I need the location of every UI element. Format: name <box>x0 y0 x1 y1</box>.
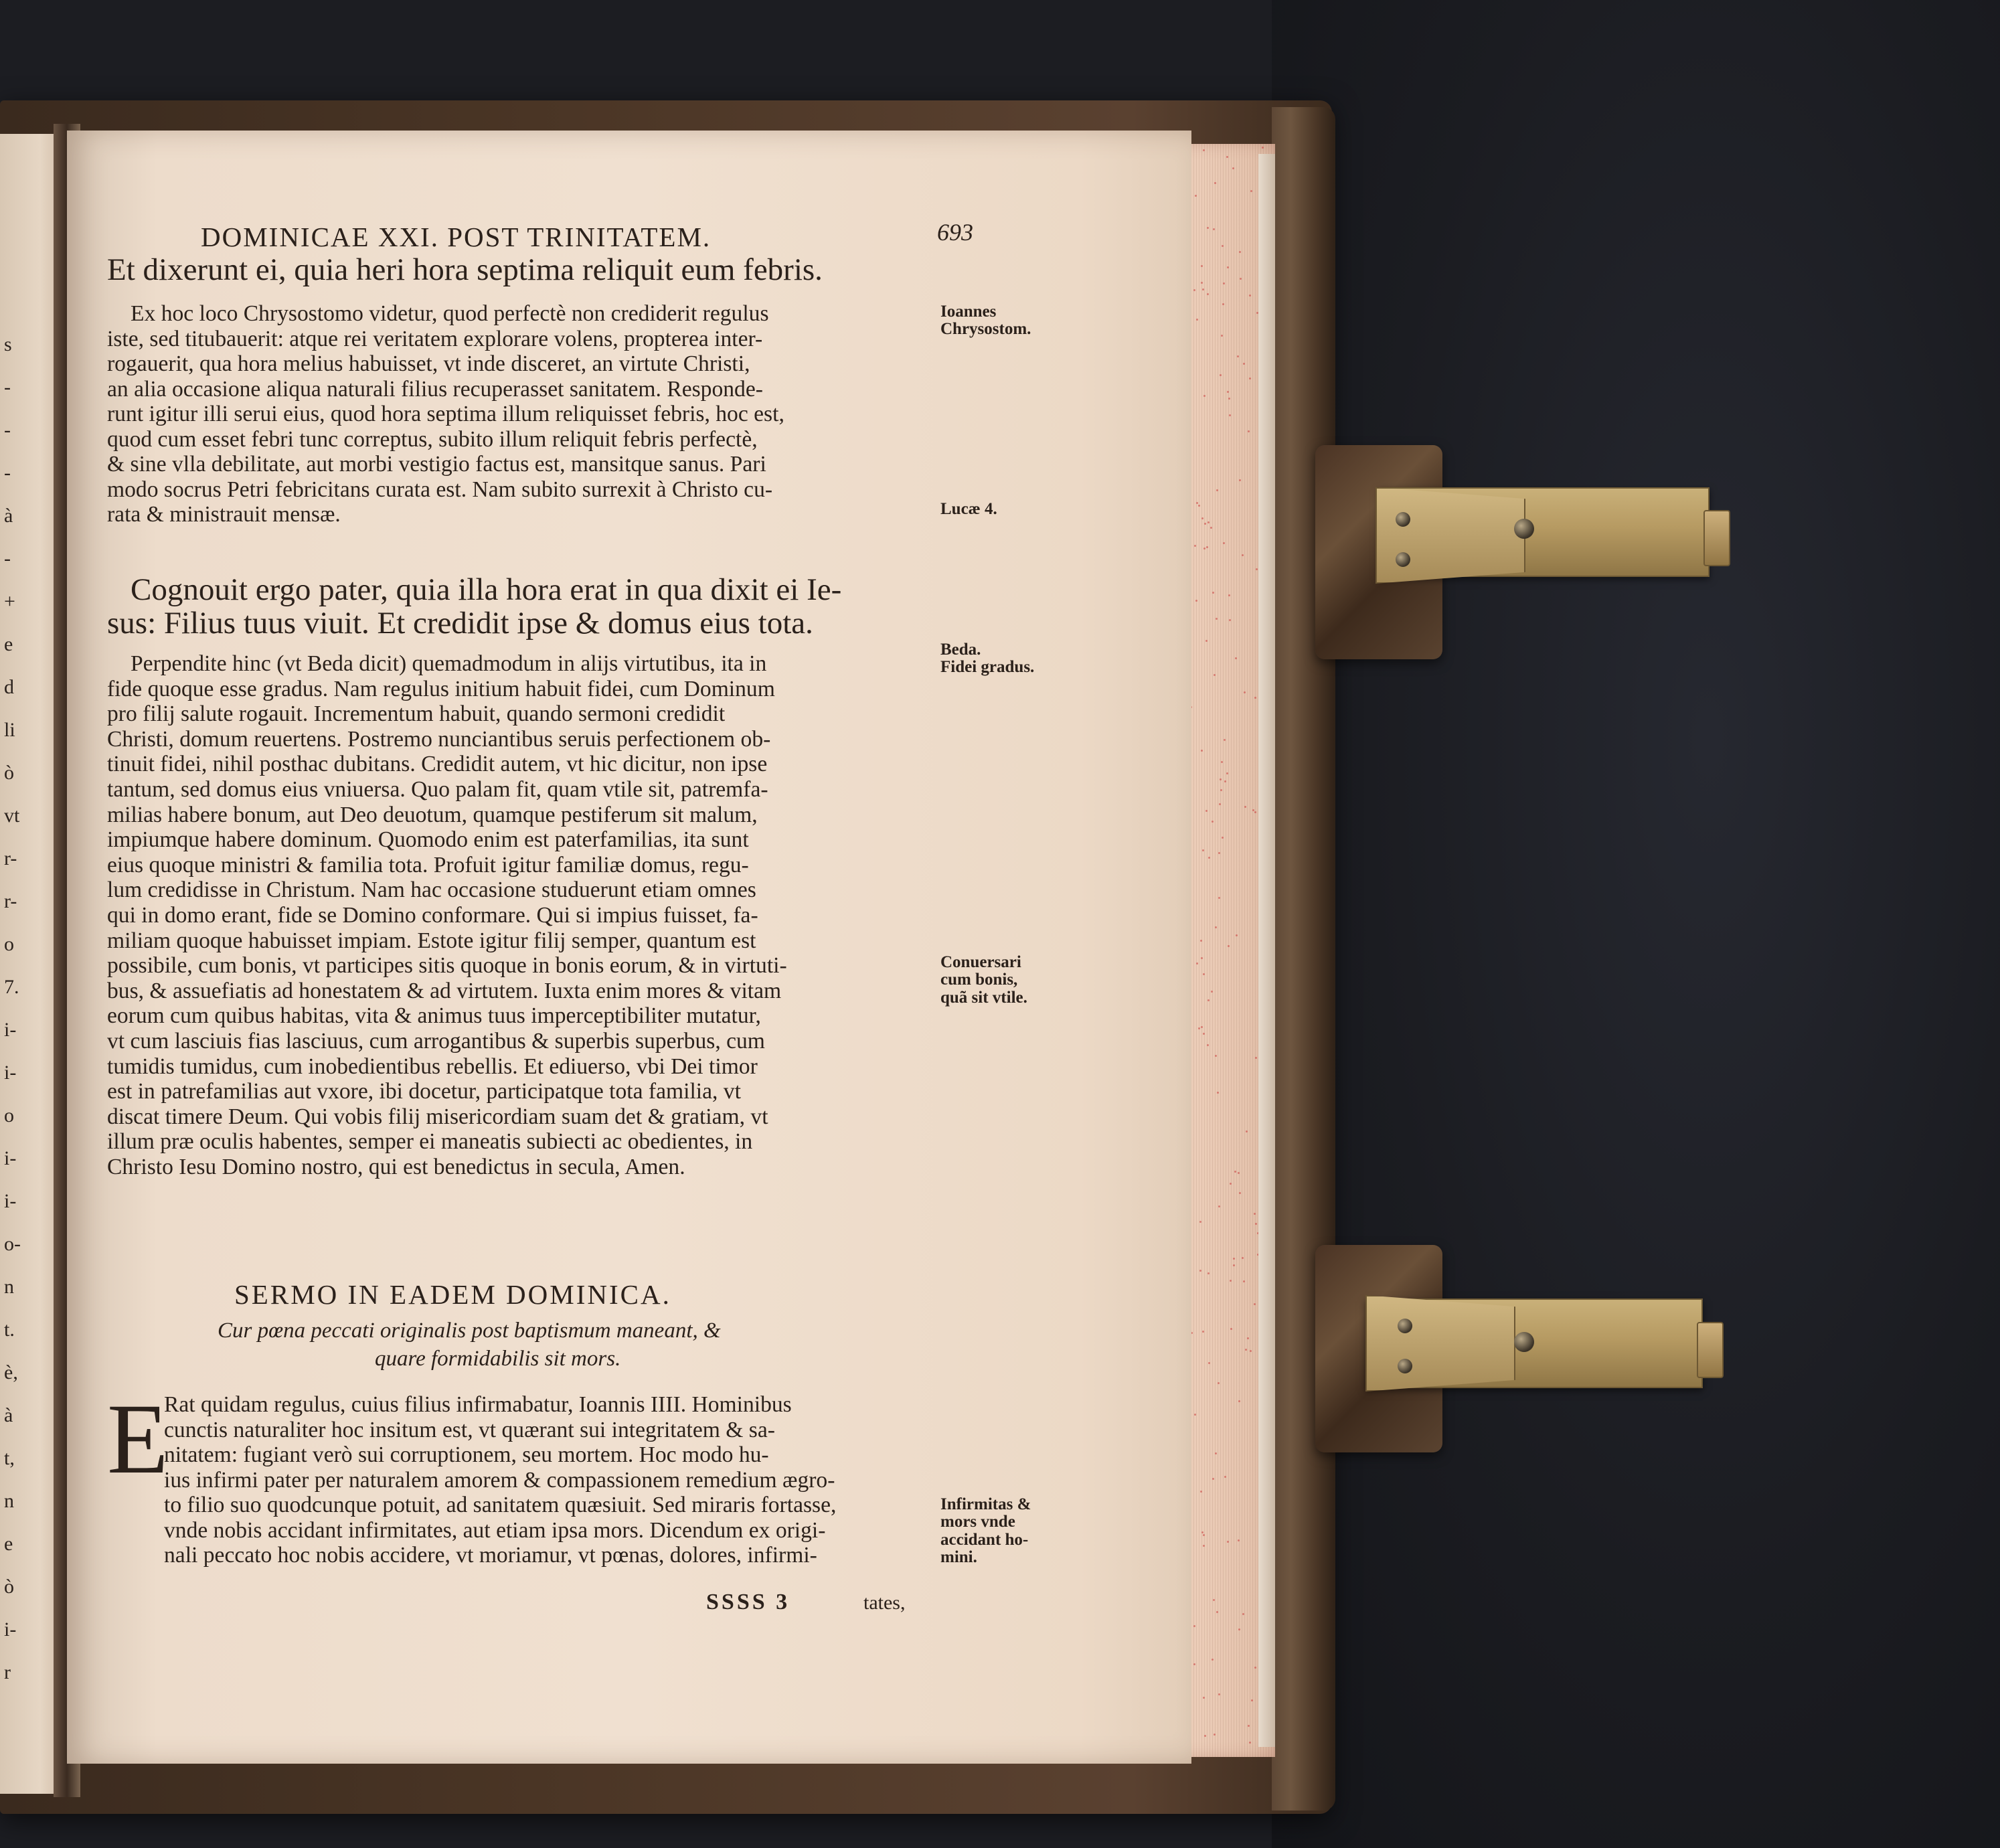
text-line: lum credidisse in Christum. Nam hac occasione studuerunt etiam omnes <box>107 877 756 903</box>
red-speck <box>1247 1337 1249 1339</box>
text-line: milias habere bonum, aut Deo deuotum, quamque pestiferum sit malum, <box>107 802 758 827</box>
red-speck <box>1214 1734 1216 1736</box>
text-line: modo socrus Petri febricitans curata est. Nam subito surrexit à Christo cu- <box>107 477 773 502</box>
red-speck <box>1249 1742 1251 1744</box>
red-speck <box>1198 1027 1200 1029</box>
margin-line: mini. <box>940 1547 977 1566</box>
red-speck <box>1213 228 1215 230</box>
red-speck <box>1230 1183 1232 1185</box>
fore-edge-shade <box>1258 154 1275 1747</box>
red-speck <box>1218 1693 1220 1695</box>
red-speck <box>1207 521 1210 523</box>
margin-line: Conuersari <box>940 953 1021 971</box>
left-page-fragment: à <box>4 1404 13 1426</box>
red-speck <box>1244 806 1246 808</box>
left-page-fragment: o <box>4 933 14 955</box>
red-speck <box>1249 295 1251 297</box>
red-speck <box>1232 167 1234 169</box>
text-line: miliam quoque habuisset impiam. Estote igitur filij semper, quantum est <box>107 928 756 953</box>
margin-note-conuersari <box>940 954 1027 1007</box>
red-speck <box>1252 809 1254 811</box>
red-speck <box>1200 940 1202 942</box>
red-speck <box>1242 1613 1244 1615</box>
red-speck <box>1193 1625 1195 1627</box>
red-speck <box>1195 195 1197 197</box>
red-speck <box>1210 527 1212 529</box>
red-speck <box>1220 374 1222 376</box>
red-speck <box>1214 182 1216 184</box>
red-speck <box>1201 1026 1203 1028</box>
margin-line: Chrysostom. <box>940 320 1031 339</box>
text-line: fide quoque esse gradus. Nam regulus initium habuit fidei, cum Dominum <box>107 676 775 701</box>
margin-note-beda <box>940 641 1034 677</box>
red-speck <box>1218 1382 1220 1384</box>
red-speck <box>1203 1033 1205 1035</box>
margin-note-infirmitas <box>940 1496 1031 1566</box>
red-speck <box>1243 1280 1245 1282</box>
left-page-fragment: i- <box>4 1618 17 1641</box>
red-speck <box>1208 1362 1210 1364</box>
red-speck <box>1237 355 1239 357</box>
red-speck <box>1203 548 1205 550</box>
red-speck <box>1207 227 1209 229</box>
rivet-icon <box>1396 512 1410 527</box>
left-page-fragment: n <box>4 1276 14 1298</box>
left-page-fragment: o <box>4 1104 14 1126</box>
left-page-fragment: - <box>4 548 11 570</box>
left-page-fragment: à <box>4 505 13 527</box>
left-page-fragment: vt <box>4 805 20 827</box>
red-speck <box>1205 640 1207 642</box>
text-line: eius quoque ministri & familia tota. Profuit igitur familiæ domus, regu- <box>107 852 749 877</box>
text-line: runt igitur illi serui eius, quod hora septima illum reliquisset febris, hoc est, <box>107 402 784 426</box>
red-speck <box>1217 1092 1219 1094</box>
red-speck <box>1203 1534 1205 1536</box>
red-speck <box>1248 430 1250 432</box>
red-speck <box>1226 156 1228 158</box>
red-speck <box>1233 1264 1235 1266</box>
cover-edge <box>1272 107 1335 1811</box>
text-line: possibile, cum bonis, vt participes sitis quoque in bonis eorum, & in virtuti- <box>107 953 787 979</box>
red-speck <box>1218 852 1220 854</box>
red-speck <box>1224 780 1226 782</box>
left-page-fragment: r <box>4 1661 11 1683</box>
red-speck <box>1227 266 1229 268</box>
red-speck <box>1246 1130 1248 1132</box>
left-page-fragment: + <box>4 590 15 612</box>
red-speck <box>1238 1172 1240 1174</box>
red-speck <box>1239 479 1241 481</box>
red-speck <box>1216 618 1218 620</box>
red-speck <box>1212 1478 1214 1480</box>
red-speck <box>1224 739 1226 741</box>
red-speck <box>1254 697 1256 699</box>
red-speck <box>1220 778 1222 780</box>
text-line: nali peccato hoc nobis accidere, vt moriamur, vt pœnas, dolores, infirmi- <box>164 1543 817 1568</box>
red-speck <box>1193 1663 1195 1665</box>
red-speck <box>1200 1491 1202 1493</box>
red-speck <box>1201 282 1203 284</box>
red-speck <box>1215 926 1217 928</box>
rivet-icon <box>1398 1359 1412 1373</box>
red-speck <box>1227 391 1229 393</box>
red-speck <box>1240 278 1242 280</box>
left-page-fragment: i- <box>4 1019 17 1041</box>
red-speck <box>1207 293 1209 295</box>
red-speck <box>1208 857 1210 859</box>
red-speck <box>1213 1599 1215 1601</box>
folio-number: 693 <box>937 219 973 246</box>
red-speck <box>1201 517 1203 519</box>
margin-line: quã sit vtile. <box>940 988 1027 1007</box>
red-speck <box>1243 363 1245 365</box>
red-speck <box>1199 1221 1201 1223</box>
red-speck <box>1227 1541 1229 1543</box>
red-speck <box>1222 303 1224 305</box>
red-speck <box>1202 849 1204 851</box>
red-speck <box>1248 1725 1250 1727</box>
red-speck <box>1194 1414 1196 1416</box>
red-speck <box>1254 1213 1256 1215</box>
catchword: tates, <box>863 1592 906 1614</box>
red-speck <box>1222 837 1224 839</box>
red-speck <box>1223 542 1225 544</box>
text-line: rata & ministrauit mensæ. <box>107 502 341 527</box>
red-speck <box>1218 897 1220 899</box>
text-line: Christo Iesu Domino nostro, qui est benedictus in secula, Amen. <box>107 1155 685 1179</box>
left-page-fragment: n <box>4 1490 14 1512</box>
red-speck <box>1220 789 1222 791</box>
red-speck <box>1218 1205 1220 1207</box>
red-speck <box>1214 674 1216 676</box>
red-speck <box>1212 592 1214 594</box>
text-line: discat timere Deum. Qui vobis filij misericordiam suam det & gratiam, vt <box>107 1104 768 1129</box>
left-page-fragment: r- <box>4 890 17 912</box>
red-speck <box>1196 502 1198 504</box>
rivet-icon <box>1396 552 1410 567</box>
red-speck <box>1254 1303 1256 1305</box>
upper-clasp-tip <box>1703 510 1730 566</box>
lower-clasp-plate <box>1365 1295 1515 1392</box>
text-line: cunctis naturaliter hoc insitum est, vt quærant sui integritatem & sa- <box>164 1417 775 1442</box>
red-speck <box>1201 957 1203 959</box>
running-head: DOMINICAE XXI. POST TRINITATEM. <box>201 222 712 252</box>
red-speck <box>1223 282 1225 284</box>
left-page-fragment: 7. <box>4 976 19 998</box>
lemma-2-line-2: sus: Filius tuus viuit. Et credidit ipse & domus eius tota. <box>107 606 813 641</box>
text-line: nitatem: fugiant verò sui corruptionem, seu mortem. Hoc modo hu- <box>164 1442 769 1467</box>
margin-line: Beda. <box>940 641 981 659</box>
red-speck <box>1203 1545 1205 1547</box>
red-speck <box>1244 691 1246 693</box>
text-line: ius infirmi pater per naturalem amorem & compassionem remedium ægro- <box>164 1467 835 1493</box>
red-speck <box>1234 1171 1236 1173</box>
margin-note-lucae: Lucæ 4. <box>940 500 997 518</box>
red-speck <box>1212 1659 1214 1661</box>
left-page-fragment: t, <box>4 1447 15 1469</box>
red-speck <box>1238 1628 1240 1630</box>
red-speck <box>1202 288 1204 290</box>
red-speck <box>1262 147 1264 149</box>
red-speck <box>1235 657 1237 659</box>
red-speck <box>1203 149 1205 151</box>
text-line: bus, & assuefiatis ad honestatem & ad virtutem. Iuxta enim mores & vitam <box>107 978 782 1003</box>
red-speck <box>1242 554 1244 556</box>
left-page-fragment: e <box>4 633 13 655</box>
red-speck <box>1229 414 1231 416</box>
left-page-fragment: r- <box>4 847 17 869</box>
text-line: tantum, sed domus eius vniuersa. Quo palam fit, quam vtile sit, patremfa- <box>107 777 768 802</box>
red-speck <box>1206 546 1208 548</box>
red-speck <box>1204 523 1206 525</box>
red-speck <box>1215 1055 1217 1057</box>
left-page-fragment: ò <box>4 762 14 784</box>
text-line: to filio suo quodcunque potuit, ad sanitatem quæsiuit. Sed miraris fortasse, <box>164 1493 837 1517</box>
red-speck <box>1201 265 1203 267</box>
text-line: vt cum lasciuis fias lasciuus, cum arrogantibus & superbis superbus, cum <box>107 1029 765 1054</box>
left-page-fragment: è, <box>4 1361 18 1383</box>
sermo-title: SERMO IN EADEM DOMINICA. <box>234 1279 671 1310</box>
left-page-fragment: - <box>4 376 11 398</box>
text-line: est in patrefamilias aut vxore, ibi docetur, participatque tota familia, vt <box>107 1079 741 1104</box>
red-speck <box>1256 568 1258 570</box>
text-line: illum præ oculis habentes, semper ei maneatis subiecti ac obedientes, in <box>107 1129 753 1155</box>
left-page-fragment: e <box>4 1533 13 1555</box>
red-speck <box>1219 803 1221 805</box>
red-speck <box>1201 750 1203 752</box>
margin-line: mors vnde <box>940 1513 1015 1531</box>
text-line: an alia occasione aliqua naturali filius recuperasset sanitatem. Responde- <box>107 376 763 402</box>
margin-note-ioannes <box>940 303 1031 339</box>
red-speck <box>1254 1667 1256 1669</box>
text-line: qui in domo erant, fide se Domino conformare. Qui si impius fuisset, fa- <box>107 903 758 928</box>
margin-line: Infirmitas & <box>940 1495 1031 1513</box>
red-speck <box>1250 1350 1252 1352</box>
red-speck <box>1216 489 1218 491</box>
red-speck <box>1250 190 1252 192</box>
margin-line: accidant ho- <box>940 1530 1029 1549</box>
red-speck <box>1230 1328 1232 1330</box>
red-speck <box>1239 251 1241 253</box>
left-page-fragment: - <box>4 419 11 441</box>
signature-mark: SSSS 3 <box>706 1590 790 1614</box>
red-speck <box>1215 1452 1217 1454</box>
red-speck <box>1212 821 1214 823</box>
red-speck <box>1228 945 1230 947</box>
text-line: & sine vlla debilitate, aut morbi vestigio factus est, mansitque sanus. Pari <box>107 452 766 477</box>
red-speck <box>1239 1192 1241 1194</box>
red-speck <box>1207 1272 1210 1274</box>
red-speck <box>1199 1270 1201 1272</box>
red-speck <box>1238 1400 1240 1402</box>
red-speck <box>1221 761 1223 763</box>
red-speck <box>1228 398 1230 400</box>
red-speck <box>1249 377 1251 380</box>
red-speck <box>1216 1611 1218 1613</box>
red-speck <box>1236 934 1238 936</box>
text-line: tumidis tumidus, cum inobedientibus rebellis. Et ediuerso, vbi Dei timor <box>107 1054 758 1079</box>
sermo-subtitle-line-1: Cur pœna peccati originalis post baptismum maneant, & <box>218 1319 721 1343</box>
rivet-icon <box>1514 519 1534 539</box>
red-speck <box>1226 772 1228 774</box>
red-speck <box>1254 811 1256 813</box>
left-page-fragment: i- <box>4 1190 17 1212</box>
red-speck <box>1195 600 1197 602</box>
text-line: Ex hoc loco Chrysostomo videtur, quod perfectè non crediderit regulus <box>131 301 769 326</box>
rivet-icon <box>1398 1319 1412 1333</box>
left-page-fragment: i- <box>4 1147 17 1169</box>
text-line: vnde nobis accidant infirmitates, aut etiam ipsa mors. Dicendum ex origi- <box>164 1517 826 1543</box>
text-line: Rat quidam regulus, cuius filius infirmabatur, Ioannis IIII. Hominibus <box>164 1392 792 1417</box>
margin-line: Ioannes <box>940 303 997 321</box>
text-line: Christi, domum reuertens. Postremo nunciantibus seruis perfectionem ob- <box>107 726 771 752</box>
red-speck <box>1194 545 1196 547</box>
red-speck <box>1224 1476 1226 1478</box>
red-speck <box>1233 1258 1235 1260</box>
red-speck <box>1211 991 1213 993</box>
left-page-fragment: d <box>4 676 14 698</box>
left-page-fragment: li <box>4 719 15 741</box>
red-speck <box>1221 335 1223 337</box>
left-page-fragment: ò <box>4 1576 14 1598</box>
margin-line: Fidei gradus. <box>940 658 1035 677</box>
upper-clasp-plate <box>1376 487 1525 584</box>
text-line: quod cum esset febri tunc correptus, subito illum reliquit febris perfectè, <box>107 426 758 452</box>
red-speck <box>1193 289 1195 291</box>
red-speck <box>1255 1223 1257 1225</box>
lemma-2-line-1: Cognouit ergo pater, quia illa hora erat in qua dixit ei Ie- <box>131 572 842 607</box>
red-speck <box>1203 1697 1205 1699</box>
red-speck <box>1245 1349 1247 1351</box>
margin-line: cum bonis, <box>940 971 1018 989</box>
text-line: tinuit fidei, nihil posthac dubitans. Credidit autem, vt hic dicitur, non ipse <box>107 752 768 777</box>
text-line: pro filij salute rogauit. Incrementum habuit, quando sermoni credidit <box>107 701 726 727</box>
left-page-fragment: i- <box>4 1062 17 1084</box>
red-speck <box>1207 1044 1209 1046</box>
text-line: eorum cum quibus habitas, vita & animus tuus imperceptibiliter mutatur, <box>107 1003 761 1029</box>
red-speck <box>1198 505 1200 507</box>
red-speck <box>1203 973 1205 975</box>
sermo-subtitle-line-2: quare formidabilis sit mors. <box>375 1347 621 1371</box>
left-page-fragment: t. <box>4 1319 15 1341</box>
background-cloth <box>1272 0 2000 1848</box>
red-speck <box>1205 810 1207 812</box>
red-speck <box>1203 395 1205 397</box>
left-page-fragment: - <box>4 462 11 484</box>
red-speck <box>1228 594 1230 596</box>
lemma-1: Et dixerunt ei, quia heri hora septima reliquit eum febris. <box>107 252 823 287</box>
lower-clasp-tip <box>1697 1322 1724 1378</box>
red-speck <box>1251 1699 1253 1701</box>
left-page-fragment: s <box>4 333 12 355</box>
left-page-fragment: o- <box>4 1233 21 1255</box>
text-line: Perpendite hinc (vt Beda dicit) quemadmodum in alijs virtutibus, ita in <box>131 651 767 676</box>
red-speck <box>1204 1735 1206 1737</box>
red-speck <box>1196 319 1198 321</box>
red-speck <box>1255 1057 1257 1059</box>
red-speck <box>1229 619 1231 621</box>
red-speck <box>1242 1257 1244 1259</box>
red-speck <box>1196 962 1198 964</box>
text-line: rogauerit, qua hora melius habuisset, vt inde disceret, an virtute Christi, <box>107 351 750 376</box>
drop-cap-initial: E <box>107 1383 169 1495</box>
red-speck <box>1202 1331 1204 1333</box>
red-speck <box>1222 245 1224 247</box>
red-speck <box>1201 1531 1203 1533</box>
red-speck <box>1238 1539 1240 1541</box>
red-speck <box>1207 999 1210 1001</box>
text-line: impiumque habere dominum. Quomodo enim est paterfamilias, ita sunt <box>107 827 749 853</box>
red-speck <box>1230 1280 1232 1282</box>
text-line: iste, sed titubauerit: atque rei veritatem explorare volens, propterea inter- <box>107 326 763 351</box>
rivet-icon <box>1514 1332 1534 1352</box>
